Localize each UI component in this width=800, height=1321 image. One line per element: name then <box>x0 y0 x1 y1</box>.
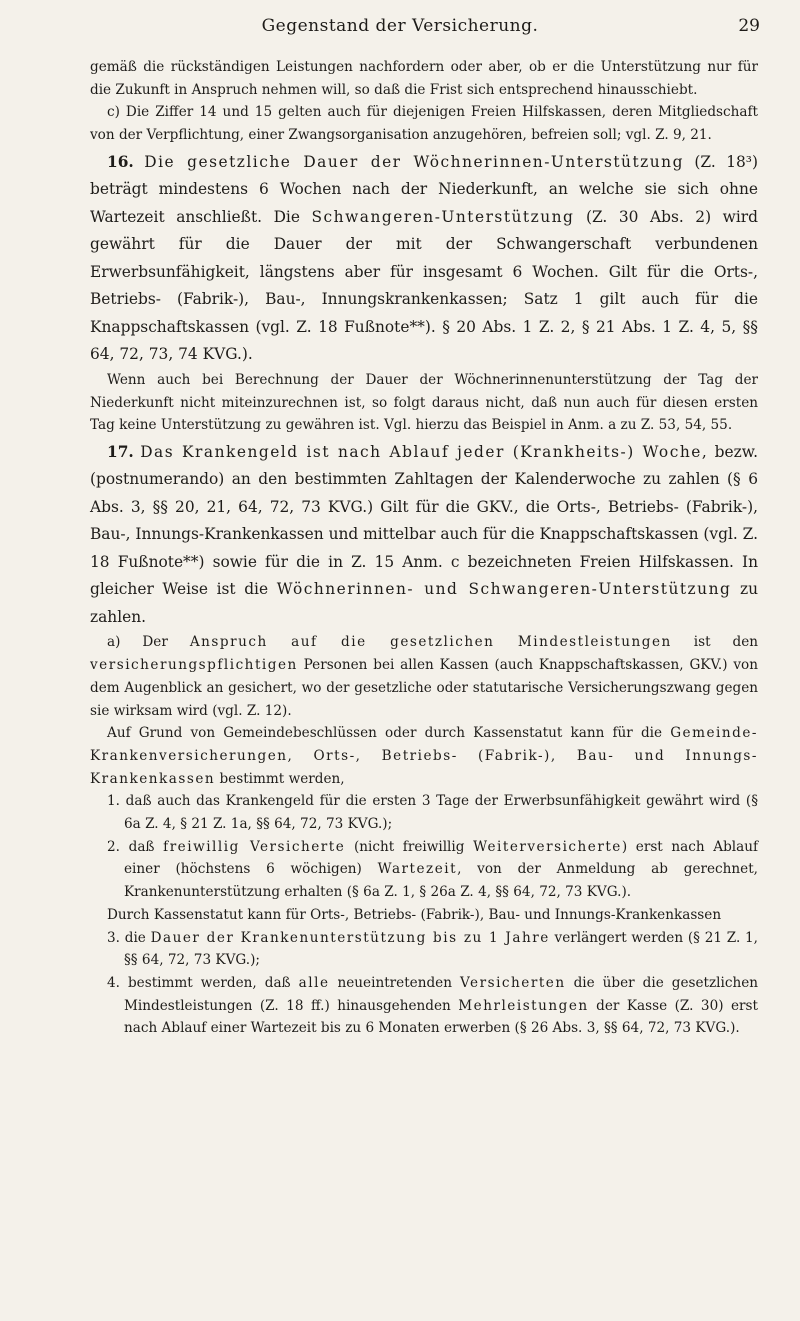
section-17-heading: Das Krankengeld ist nach Ablauf jeder (Krankheits-) Woche, <box>140 442 709 461</box>
list-item-number: 3. <box>107 929 120 946</box>
list-item-term: Weiterversicherte <box>473 838 622 855</box>
section-17-text: bezw. (postnumerando) an den bestimmten Zahltagen der Kalenderwoche zu zahlen (§ 6 Abs. 3, §§ 20, 21, 64, 72, 73 KVG.) Gilt für die GKV., die Orts-, Betriebs- (Fabrik-), Bau-, Innungs-Krankenkassen und mittelbar auch für die Knappschaftskassen (vgl. Z. 18 Fußnote**) sowie für die in Z. 15 Anm. c bezeichneten Freien Hilfskassen. In gleicher Weise ist die <box>90 442 758 599</box>
list-item-term: Wartezeit <box>377 861 458 878</box>
list-item-1 <box>90 790 758 835</box>
list-item-term: Dauer der Krankenunterstützung bis zu 1 Jahre <box>150 929 550 946</box>
section-17-term: Wöchnerinnen- und Schwangeren-Unterstützung <box>276 580 732 599</box>
list-item-text: neueintretenden <box>337 974 452 991</box>
note-b <box>90 722 758 790</box>
note-a-label: a) Der <box>107 634 168 651</box>
list-item-4 <box>90 972 758 1040</box>
list-item-text: der Kasse (Z. 30) erst nach Ablauf einer Wartezeit bis zu 6 Monaten erwerben (§ 26 Abs. 3, §§ 64, 72, 73 KVG.). <box>124 997 758 1037</box>
note-b-text: Auf Grund von Gemeindebeschlüssen oder durch Kassenstatut kann für die <box>107 725 663 742</box>
list-item-2 <box>90 836 758 904</box>
list-item-text: verlängert werden (§ 21 Z. 1, §§ 64, 72, 73 KVG.); <box>124 929 759 969</box>
list-item-text: (nicht freiwillig <box>353 838 465 855</box>
note-a <box>90 631 758 722</box>
list-item-term: Mehrleistungen <box>458 997 589 1014</box>
section-16-heading: Die gesetzliche Dauer der Wöchnerinnen-Unterstützung <box>144 152 684 171</box>
list-item-term: alle <box>298 974 330 991</box>
note-c-statute: Durch Kassenstatut kann für Orts-, Betriebs- (Fabrik-), Bau- und Innungs-Krankenkassen <box>107 906 722 923</box>
note-a-text-2: Personen bei allen Kassen (auch Knappschaftskassen, GKV.) von dem Augenblick an gesichert, wo der gesetzliche oder statutarische Versicherungszwang gegen sie wirksam wird (vgl. Z. 12). <box>90 657 758 719</box>
section-16-text: (Z. 18³) beträgt mindestens 6 Wochen nach der Niederkunft, an welche sie sich ohne Wartezeit anschließt. Die <box>90 152 758 226</box>
page-body <box>90 56 758 1040</box>
list-item-text: bestimmt werden, daß <box>127 974 291 991</box>
section-16 <box>90 149 758 369</box>
note-a-term: Anspruch auf die gesetzlichen Mindestleistungen <box>189 634 672 651</box>
running-header: Gegenstand der Versicherung. <box>261 16 539 36</box>
section-16-text-2: (Z. 30 Abs. 2) wird gewährt für die Dauer der mit der Schwangerschaft verbundenen Erwerbsunfähigkeit, längstens aber für insgesamt 6 Wochen. Gilt für die Orts-, Betriebs- (Fabrik-), Bau-, Innungskrankenkassen; Satz 1 gilt auch für die Knappschaftskassen (vgl. Z. 18 Fußnote**). § 20 Abs. 1 Z. 2, § 21 Abs. 1 Z. 4, 5, §§ 64, 72, 73, 74 KVG.). <box>90 207 758 364</box>
note-b-text-2: bestimmt werden, <box>219 770 345 787</box>
list-item-text: , von der Anmeldung ab gerechnet, Krankenunterstützung erhalten (§ 6a Z. 1, § 26a Z. 4, §§ 64, 72, 73 KVG.). <box>124 861 759 901</box>
list-item-number: 1. <box>107 793 120 810</box>
note-a-term-2: versicherungspflichtigen <box>90 657 298 674</box>
paragraph-continuation: gemäß die rückständigen Leistungen nachfordern oder aber, ob er die Unterstützung nur für die Zukunft in Anspruch nehmen will, so daß die Frist sich entsprechend hinausschiebt. <box>90 59 758 98</box>
list-item-text: die über die gesetzlichen Mindestleistungen (Z. 18 ff.) hinausgehenden <box>124 974 759 1014</box>
note-a-text: ist den <box>693 634 759 651</box>
note-b-term: Gemeinde-Krankenversicherungen, Orts-, Betriebs- (Fabrik-), Bau- und Innungs-Krankenkassen <box>90 725 758 787</box>
list-item-term: freiwillig Versicherte <box>163 838 346 855</box>
list-item-3 <box>90 927 758 972</box>
list-item-text: ) erst nach Ablauf einer (höchstens 6 wöchigen) <box>124 838 759 878</box>
section-16-number: 16. <box>107 152 134 171</box>
list-item-term: Versicherten <box>459 974 566 991</box>
page-number: 29 <box>738 16 760 36</box>
section-17-number: 17. <box>107 442 134 461</box>
note-c: c) Die Ziffer 14 und 15 gelten auch für diejenigen Freien Hilfskassen, deren Mitgliedschaft von der Verpflichtung, einer Zwangsorganisation anzugehören, befreien soll; vgl. Z. 9, 21. <box>90 104 758 144</box>
list-item-number: 2. <box>107 838 120 855</box>
list-item-number: 4. <box>107 974 120 991</box>
section-17-text-2: zu zahlen. <box>90 580 758 626</box>
section-16-note: Wenn auch bei Berechnung der Dauer der Wöchnerinnenunterstützung der Tag der Niederkunft nicht miteinzurechnen ist, so folgt daraus nicht, daß nun auch für diesen ersten Tag keine Unterstützung zu gewähren ist. Vgl. hierzu das Beispiel in Anm. a zu Z. 53, 54, 55. <box>90 371 758 434</box>
list-item-text: die <box>124 929 146 946</box>
section-16-term: Schwangeren-Unterstützung <box>311 207 575 226</box>
list-item-text: daß <box>128 838 155 855</box>
list-item-text: daß auch das Krankengeld für die ersten 3 Tage der Erwerbsunfähigkeit gewährt wird (§ 6a Z. 4, § 21 Z. 1a, §§ 64, 72, 73 KVG.); <box>124 793 758 833</box>
section-17 <box>90 439 758 632</box>
